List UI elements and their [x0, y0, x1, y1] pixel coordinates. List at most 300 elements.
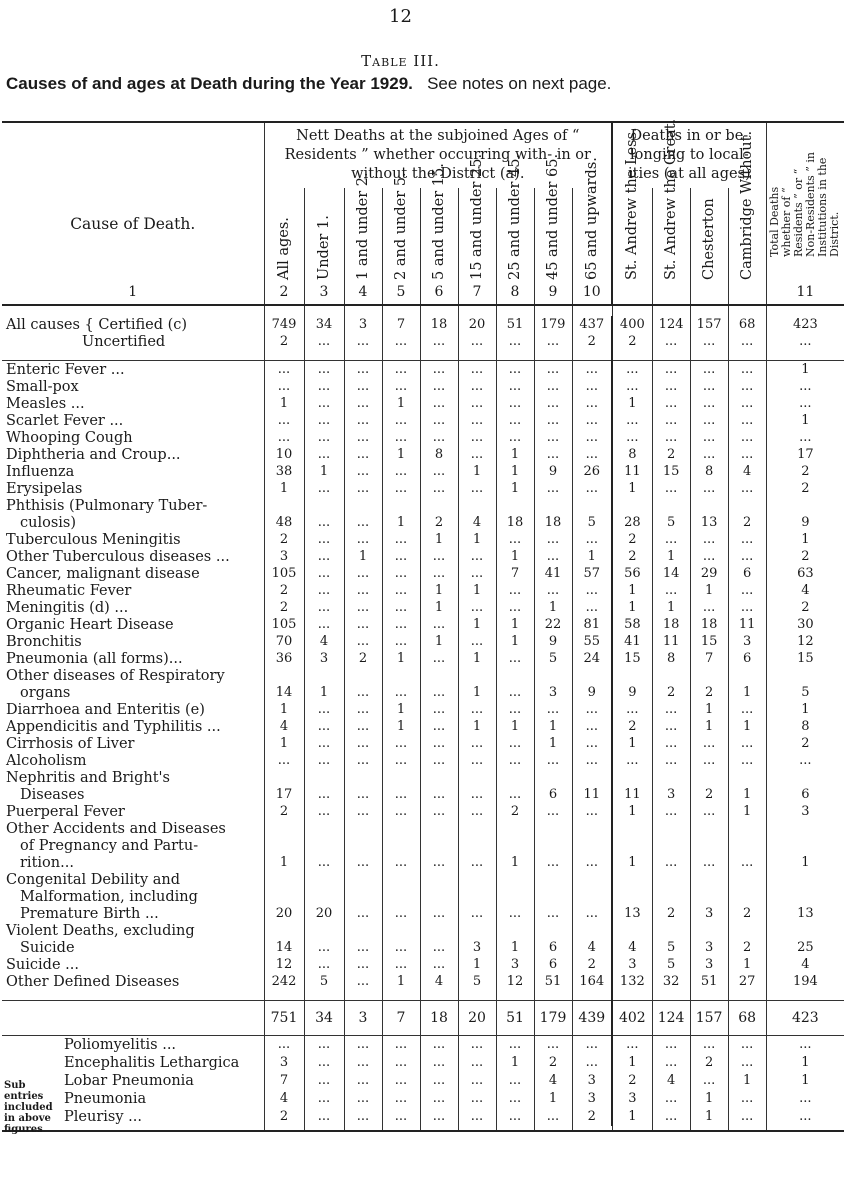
value-cell: [534, 497, 572, 514]
value-cell: ...: [766, 1036, 844, 1054]
mortality-table-frame: [2, 118, 842, 1161]
value-cell: 1: [496, 854, 534, 871]
value-cell: ...: [496, 752, 534, 769]
spacer-cell: [612, 990, 652, 1001]
value-cell: ...: [304, 531, 344, 548]
value-cell: 242: [264, 973, 304, 990]
value-cell: ...: [304, 1090, 344, 1108]
cause-label: Malformation, including: [20, 888, 198, 905]
value-cell: ...: [728, 531, 766, 548]
value-cell: 1: [728, 803, 766, 820]
cause-label: Rheumatic Fever: [6, 582, 132, 599]
value-cell: 2: [612, 531, 652, 548]
value-cell: 5: [304, 973, 344, 990]
total-cell: 51: [496, 1001, 534, 1036]
value-cell: 1: [264, 701, 304, 718]
value-cell: ...: [264, 752, 304, 769]
spacer-cell: [612, 350, 652, 361]
value-cell: ...: [420, 412, 458, 429]
value-cell: 4: [652, 1072, 690, 1090]
cause-label: Congenital Debility and: [6, 871, 181, 888]
value-cell: ...: [420, 701, 458, 718]
value-cell: [652, 922, 690, 939]
value-cell: 41: [612, 633, 652, 650]
value-cell: [612, 871, 652, 888]
value-cell: 1: [690, 582, 728, 599]
value-cell: 56: [612, 565, 652, 582]
value-cell: ...: [420, 378, 458, 395]
value-cell: 3: [728, 633, 766, 650]
value-cell: ...: [420, 752, 458, 769]
value-cell: 3: [304, 650, 344, 667]
cause-row: [2, 531, 844, 548]
value-cell: 9: [612, 684, 652, 701]
value-cell: [652, 837, 690, 854]
value-cell: 17: [766, 446, 844, 463]
spacer-cell: [2, 305, 264, 316]
value-cell: 5: [652, 956, 690, 973]
value-cell: 1: [728, 956, 766, 973]
value-cell: [612, 497, 652, 514]
spacer-cell: [728, 305, 766, 316]
value-cell: [728, 888, 766, 905]
column-header: [344, 172, 382, 280]
value-cell: 1: [612, 480, 652, 497]
spacer-cell: [264, 305, 304, 316]
spacer-cell: [534, 990, 572, 1001]
value-cell: 20: [264, 905, 304, 922]
value-cell: [344, 871, 382, 888]
value-cell: ...: [344, 786, 382, 803]
value-cell: 7: [382, 316, 420, 333]
value-cell: ...: [382, 565, 420, 582]
value-cell: 11: [612, 463, 652, 480]
total-cell: 68: [728, 1001, 766, 1036]
value-cell: 27: [728, 973, 766, 990]
value-cell: ...: [652, 1036, 690, 1054]
column-number: 10: [572, 280, 612, 305]
value-cell: ...: [534, 582, 572, 599]
bottom-rule-cell: [344, 1126, 382, 1131]
value-cell: 1: [382, 395, 420, 412]
cause-row: [2, 497, 844, 514]
value-cell: ...: [344, 582, 382, 599]
value-cell: 2: [690, 786, 728, 803]
value-cell: ...: [690, 854, 728, 871]
value-cell: [690, 922, 728, 939]
cause-label: Cirrhosis of Liver: [6, 735, 135, 752]
value-cell: ...: [420, 803, 458, 820]
value-cell: ...: [458, 786, 496, 803]
value-cell: ...: [690, 548, 728, 565]
value-cell: 1: [458, 616, 496, 633]
value-cell: 3: [652, 786, 690, 803]
sub-entry-label: Poliomyelitis ...: [64, 1036, 177, 1053]
value-cell: [420, 888, 458, 905]
value-cell: 1: [420, 531, 458, 548]
spacer-cell: [420, 350, 458, 361]
value-cell: 11: [652, 633, 690, 650]
spacer-cell: [264, 990, 304, 1001]
value-cell: 9: [572, 684, 612, 701]
value-cell: ...: [344, 905, 382, 922]
value-cell: 68: [728, 316, 766, 333]
value-cell: ...: [496, 378, 534, 395]
value-cell: ...: [344, 514, 382, 531]
column-number: 8: [496, 280, 534, 305]
value-cell: ...: [534, 1036, 572, 1054]
value-cell: [382, 769, 420, 786]
value-cell: ...: [690, 480, 728, 497]
value-cell: [304, 769, 344, 786]
value-cell: [304, 888, 344, 905]
value-cell: 423: [766, 316, 844, 333]
value-cell: 3: [612, 956, 652, 973]
value-cell: ...: [766, 378, 844, 395]
value-cell: 4: [458, 514, 496, 531]
cause-label: Measles ...: [6, 395, 85, 412]
value-cell: [304, 497, 344, 514]
value-cell: 2: [652, 684, 690, 701]
cause-header-label: Cause of Death.: [70, 214, 196, 233]
spacer-cell: [572, 350, 612, 361]
value-cell: ...: [344, 1072, 382, 1090]
value-cell: ...: [458, 701, 496, 718]
column-number: 1: [2, 280, 264, 305]
value-cell: ...: [496, 1108, 534, 1126]
value-cell: ...: [458, 333, 496, 350]
value-cell: ...: [728, 395, 766, 412]
value-cell: 8: [766, 718, 844, 735]
value-cell: ...: [652, 718, 690, 735]
value-cell: 1: [766, 1072, 844, 1090]
value-cell: 1: [382, 973, 420, 990]
value-cell: 1: [496, 480, 534, 497]
value-cell: 1: [382, 650, 420, 667]
value-cell: ...: [382, 582, 420, 599]
column-header-label: St. Andrew the Great.: [663, 118, 680, 280]
value-cell: ...: [382, 429, 420, 446]
column-header: [420, 163, 458, 280]
value-cell: ...: [728, 548, 766, 565]
value-cell: 1: [766, 1054, 844, 1072]
cause-label: organs: [20, 684, 71, 701]
value-cell: ...: [728, 735, 766, 752]
cause-row: [2, 429, 844, 446]
value-cell: 14: [264, 939, 304, 956]
spacer-cell: [572, 305, 612, 316]
value-cell: 48: [264, 514, 304, 531]
value-cell: [728, 497, 766, 514]
value-cell: ...: [304, 361, 344, 379]
value-cell: ...: [420, 1072, 458, 1090]
cause-row: [2, 548, 844, 565]
cause-label: Premature Birth ...: [20, 905, 159, 922]
cause-row: [2, 837, 844, 854]
value-cell: 2: [420, 514, 458, 531]
value-cell: 6: [728, 565, 766, 582]
certified-label: Certified (c): [98, 316, 188, 333]
cause-label: Violent Deaths, excluding: [6, 922, 195, 939]
value-cell: ...: [382, 463, 420, 480]
value-cell: [766, 871, 844, 888]
cause-row: [2, 412, 844, 429]
value-cell: ...: [458, 1036, 496, 1054]
value-cell: [534, 922, 572, 939]
value-cell: ...: [304, 752, 344, 769]
spacer-cell: [496, 350, 534, 361]
cause-row: [2, 463, 844, 480]
table-title: Table III.: [361, 52, 440, 70]
value-cell: 25: [766, 939, 844, 956]
value-cell: ...: [572, 752, 612, 769]
value-cell: ...: [690, 531, 728, 548]
value-cell: 18: [690, 616, 728, 633]
value-cell: 2: [264, 531, 304, 548]
value-cell: 1: [458, 582, 496, 599]
value-cell: 1: [612, 1108, 652, 1126]
value-cell: 4: [304, 633, 344, 650]
column-header: [458, 153, 496, 280]
value-cell: 15: [766, 650, 844, 667]
spacer-cell: [572, 990, 612, 1001]
value-cell: ...: [728, 1054, 766, 1072]
value-cell: ...: [382, 378, 420, 395]
value-cell: ...: [304, 480, 344, 497]
cause-row: [2, 820, 844, 837]
cause-row: [2, 871, 844, 888]
value-cell: ...: [728, 480, 766, 497]
value-cell: 1: [728, 1072, 766, 1090]
all-causes-certified-row: [2, 316, 844, 333]
cause-label: Appendicitis and Typhilitis ...: [6, 718, 221, 735]
value-cell: [420, 667, 458, 684]
brace: {: [79, 316, 99, 333]
value-cell: [612, 769, 652, 786]
value-cell: 3: [766, 803, 844, 820]
cause-row: [2, 973, 844, 990]
value-cell: 24: [572, 650, 612, 667]
value-cell: 5: [458, 973, 496, 990]
value-cell: ...: [690, 803, 728, 820]
value-cell: ...: [304, 599, 344, 616]
value-cell: ...: [382, 548, 420, 565]
cause-label: Tuberculous Meningitis: [6, 531, 181, 548]
total-cell: 157: [690, 1001, 728, 1036]
value-cell: 5: [652, 514, 690, 531]
column-header-label: 65 and upwards.: [583, 157, 600, 280]
value-cell: ...: [728, 446, 766, 463]
value-cell: ...: [382, 956, 420, 973]
value-cell: ...: [420, 361, 458, 379]
value-cell: [458, 820, 496, 837]
cause-row: [2, 701, 844, 718]
value-cell: 13: [766, 905, 844, 922]
value-cell: ...: [458, 361, 496, 379]
cause-label: Nephritis and Bright's: [6, 769, 170, 786]
value-cell: ...: [728, 378, 766, 395]
value-cell: 51: [690, 973, 728, 990]
value-cell: [496, 820, 534, 837]
value-cell: ...: [382, 786, 420, 803]
value-cell: ...: [690, 599, 728, 616]
value-cell: 5: [652, 939, 690, 956]
value-cell: 6: [766, 786, 844, 803]
cause-label: culosis): [20, 514, 77, 531]
value-cell: ...: [690, 378, 728, 395]
value-cell: 2: [690, 1054, 728, 1072]
value-cell: ...: [496, 531, 534, 548]
value-cell: ...: [496, 786, 534, 803]
spacer-cell: [458, 305, 496, 316]
value-cell: ...: [304, 718, 344, 735]
value-cell: [534, 820, 572, 837]
value-cell: ...: [382, 412, 420, 429]
value-cell: ...: [382, 633, 420, 650]
spacer-cell: [304, 990, 344, 1001]
value-cell: [344, 837, 382, 854]
value-cell: 18: [652, 616, 690, 633]
value-cell: 1: [496, 718, 534, 735]
column-number: 7: [458, 280, 496, 305]
value-cell: ...: [728, 333, 766, 350]
value-cell: ...: [612, 701, 652, 718]
value-cell: ...: [534, 905, 572, 922]
value-cell: ...: [304, 1072, 344, 1090]
value-cell: 2: [264, 1108, 304, 1126]
value-cell: [766, 837, 844, 854]
value-cell: ...: [420, 480, 458, 497]
value-cell: ...: [458, 905, 496, 922]
value-cell: 2: [612, 548, 652, 565]
value-cell: [344, 497, 382, 514]
value-cell: ...: [766, 395, 844, 412]
value-cell: [382, 497, 420, 514]
value-cell: 8: [612, 446, 652, 463]
value-cell: ...: [458, 803, 496, 820]
value-cell: 400: [612, 316, 652, 333]
column-header-label: 5 and under 15.: [431, 163, 447, 280]
value-cell: ...: [420, 565, 458, 582]
sub-entry-label-cell: [2, 1054, 264, 1072]
value-cell: ...: [344, 684, 382, 701]
value-cell: ...: [458, 378, 496, 395]
value-cell: 12: [264, 956, 304, 973]
value-cell: ...: [496, 735, 534, 752]
cause-label: Other Tuberculous diseases ...: [6, 548, 230, 565]
value-cell: ...: [344, 378, 382, 395]
column-header-label: 2 and under 5.: [393, 172, 409, 280]
value-cell: [382, 820, 420, 837]
value-cell: ...: [572, 582, 612, 599]
cause-row: [2, 854, 844, 871]
value-cell: ...: [652, 752, 690, 769]
value-cell: 4: [766, 956, 844, 973]
value-cell: ...: [304, 582, 344, 599]
value-cell: 2: [572, 956, 612, 973]
column-number: 5: [382, 280, 420, 305]
value-cell: ...: [304, 616, 344, 633]
total-cell: 34: [304, 1001, 344, 1036]
value-cell: [612, 820, 652, 837]
cause-label: Meningitis (d) ...: [6, 599, 129, 616]
value-cell: ...: [534, 701, 572, 718]
value-cell: ...: [420, 333, 458, 350]
value-cell: ...: [458, 633, 496, 650]
value-cell: ...: [458, 446, 496, 463]
value-cell: [458, 769, 496, 786]
value-cell: 1: [612, 1054, 652, 1072]
value-cell: 8: [420, 446, 458, 463]
localities-header: Deaths in or be- longing to local- ities (at all ages): [612, 122, 766, 188]
value-cell: ...: [304, 412, 344, 429]
value-cell: [458, 871, 496, 888]
value-cell: 1: [534, 599, 572, 616]
value-cell: ...: [382, 1036, 420, 1054]
cause-row: [2, 786, 844, 803]
spacer-cell: [420, 305, 458, 316]
value-cell: ...: [264, 361, 304, 379]
value-cell: ...: [344, 956, 382, 973]
value-cell: [534, 667, 572, 684]
value-cell: 6: [534, 786, 572, 803]
value-cell: [690, 888, 728, 905]
value-cell: [652, 667, 690, 684]
value-cell: [652, 871, 690, 888]
value-cell: [690, 667, 728, 684]
cause-row: [2, 905, 844, 922]
value-cell: 4: [766, 582, 844, 599]
total-cell: 423: [766, 1001, 844, 1036]
value-cell: [652, 820, 690, 837]
value-cell: ...: [304, 735, 344, 752]
value-cell: ...: [690, 752, 728, 769]
cause-label: Erysipelas: [6, 480, 83, 497]
value-cell: ...: [690, 429, 728, 446]
value-cell: 5: [534, 650, 572, 667]
value-cell: ...: [612, 378, 652, 395]
value-cell: [690, 497, 728, 514]
value-cell: ...: [690, 361, 728, 379]
column-header-label: 15 and under 25.: [469, 153, 485, 280]
value-cell: 13: [690, 514, 728, 531]
value-cell: ...: [382, 1090, 420, 1108]
totals-row: [2, 1001, 844, 1036]
value-cell: 18: [534, 514, 572, 531]
value-cell: 105: [264, 616, 304, 633]
value-cell: ...: [304, 956, 344, 973]
value-cell: 15: [690, 633, 728, 650]
value-cell: [264, 497, 304, 514]
value-cell: ...: [420, 1108, 458, 1126]
value-cell: ...: [690, 1072, 728, 1090]
sub-entry-row: [2, 1072, 844, 1090]
value-cell: 437: [572, 316, 612, 333]
column-number: 3: [304, 280, 344, 305]
cause-row: [2, 922, 844, 939]
value-cell: 18: [420, 316, 458, 333]
column-number: 11: [766, 280, 844, 305]
value-cell: 20: [304, 905, 344, 922]
total-cell: 124: [652, 1001, 690, 1036]
value-cell: ...: [652, 854, 690, 871]
value-cell: ...: [728, 429, 766, 446]
value-cell: 15: [652, 463, 690, 480]
column-header-label: 25 and under 45.: [507, 153, 523, 280]
value-cell: ...: [690, 395, 728, 412]
bottom-rule-cell: [690, 1126, 728, 1131]
value-cell: ...: [652, 803, 690, 820]
